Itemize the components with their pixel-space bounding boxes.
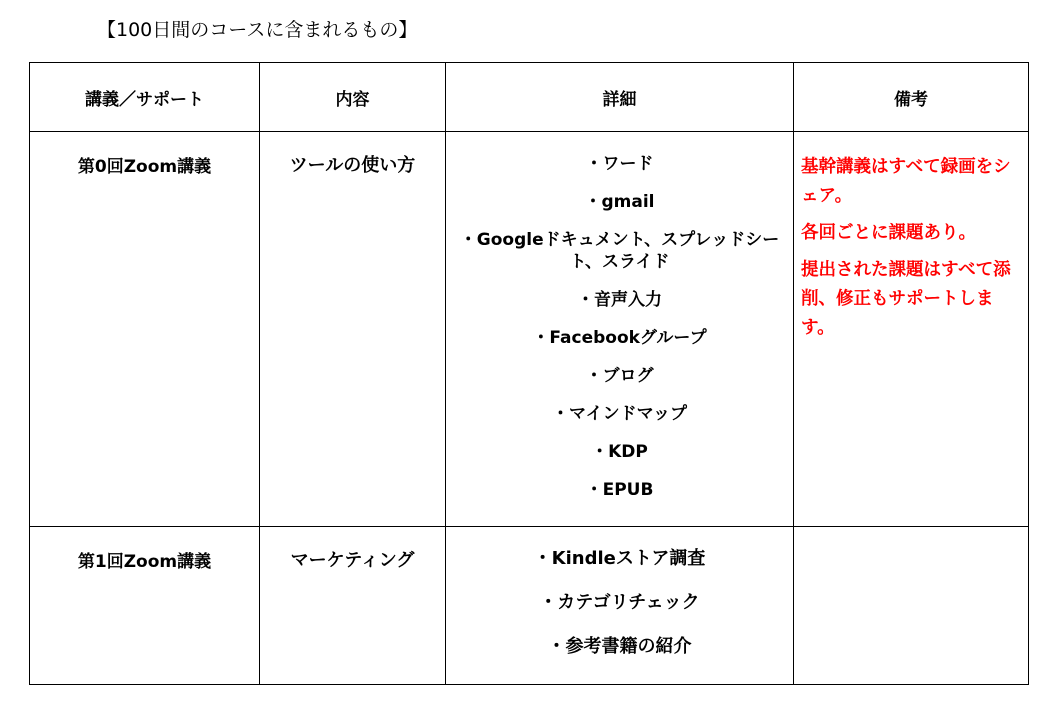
detail-item: ・カテゴリチェック: [539, 592, 700, 613]
document-heading: 【100日間のコースに含まれるもの】: [97, 19, 418, 41]
details-list: [446, 527, 793, 658]
column-header-lecture: 講義／サポート: [30, 63, 260, 132]
course-contents-table: [29, 62, 1029, 685]
detail-item: ・Facebookグループ: [532, 328, 707, 348]
detail-item: ・マインドマップ: [552, 404, 687, 424]
detail-item: ・ブログ: [585, 366, 654, 386]
details-cell: [446, 527, 794, 685]
topic-cell: [260, 132, 446, 527]
details-list: [446, 132, 793, 501]
detail-item: ・Kindleストア調査: [533, 548, 706, 569]
remark-correction: 提出された課題はすべて添削、修正もサポートします。: [801, 260, 1011, 338]
detail-item: ・EPUB: [585, 480, 654, 500]
details-cell: [446, 132, 794, 527]
detail-item: ・音声入力: [577, 290, 662, 310]
remark-assignments: 各回ごとに課題あり。: [801, 223, 976, 243]
detail-item: ・参考書籍の紹介: [547, 636, 692, 657]
topic-title: マーケティング: [290, 550, 415, 571]
topic-cell: [260, 527, 446, 685]
column-header-details: 詳細: [446, 63, 794, 132]
column-header-remarks: 備考: [794, 63, 1029, 132]
detail-item: ・gmail: [584, 192, 655, 212]
detail-item: ・ワード: [585, 154, 654, 174]
lecture-cell: [30, 527, 260, 685]
remarks-text: [794, 132, 1028, 343]
table-row: [30, 527, 1029, 685]
detail-item: ・KDP: [591, 442, 648, 462]
column-header-content: 内容: [260, 63, 446, 132]
lecture-cell: [30, 132, 260, 527]
topic-title: ツールの使い方: [289, 155, 416, 176]
detail-item: ・Googleドキュメント、スプレッドシート、スライド: [459, 230, 780, 272]
remarks-cell: [794, 132, 1029, 527]
table-row: [30, 132, 1029, 527]
table-header-row: [30, 63, 1029, 132]
remark-recording: 基幹講義はすべて録画をシェア。: [801, 157, 1011, 206]
remarks-cell: [794, 527, 1029, 685]
lecture-title: 第0回Zoom講義: [77, 157, 212, 177]
lecture-title: 第1回Zoom講義: [77, 552, 212, 572]
